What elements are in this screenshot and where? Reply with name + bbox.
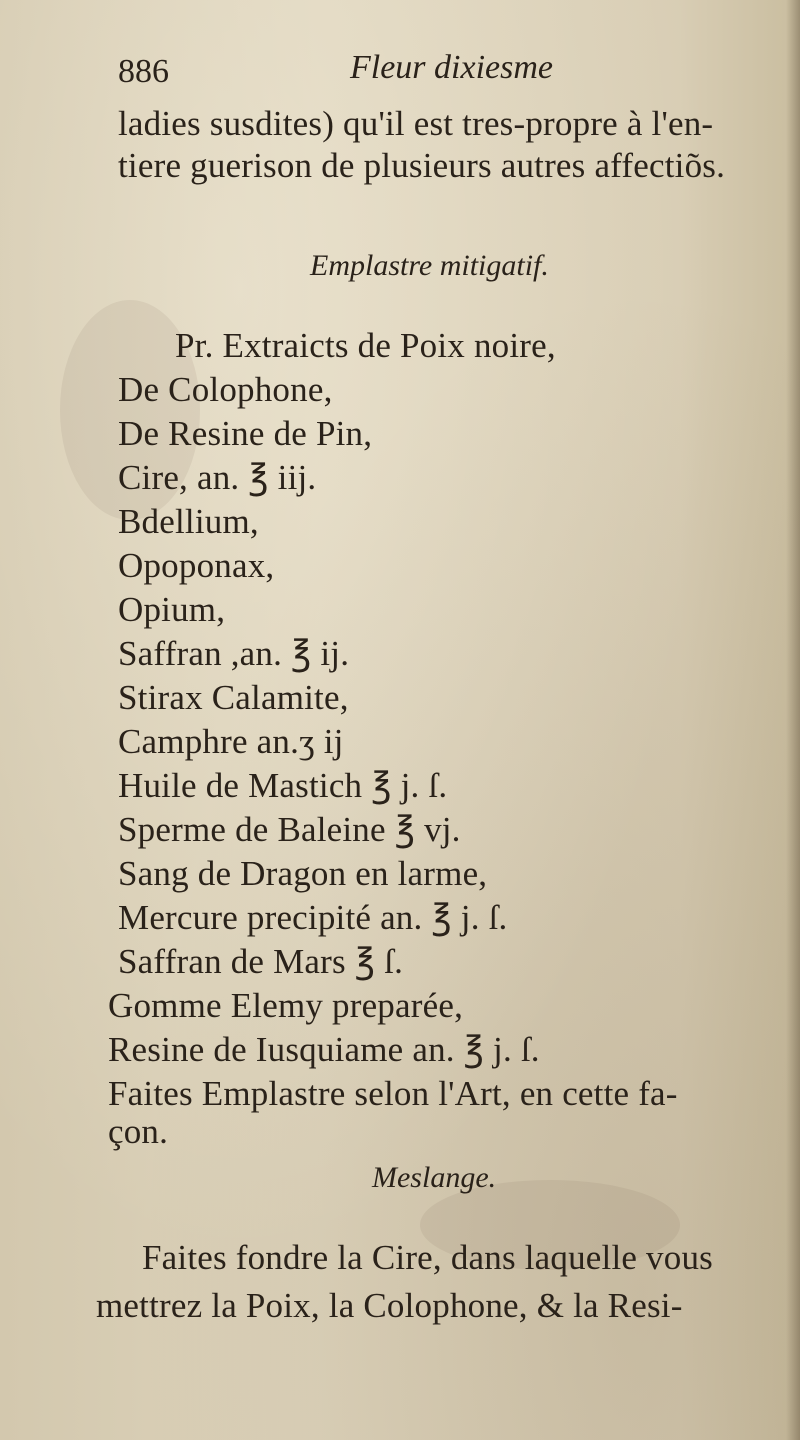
recipe-line: Opium, (118, 590, 226, 629)
recipe-line: Gomme Elemy preparée, (108, 986, 464, 1025)
text-line: ladies susdites) qu'il est tres-propre à l'en- (118, 104, 714, 143)
recipe-line: Resine de Iusquiame an. ℥ j. ſ. (108, 1030, 540, 1069)
recipe-line: Faites Emplastre selon l'Art, en cette fa- (108, 1074, 678, 1113)
page-edge-shadow (786, 0, 800, 1440)
recipe-line: Camphre an.ʒ ij (118, 722, 344, 761)
text-line: tiere guerison de plusieurs autres affectiõs. (118, 146, 726, 185)
recipe-line: Bdellium, (118, 502, 259, 541)
recipe-line: Mercure precipité an. ℥ j. ſ. (118, 898, 508, 937)
recipe-line: De Resine de Pin, (118, 414, 373, 453)
recipe-line: çon. (108, 1112, 169, 1151)
text-line: mettrez la Poix, la Colophone, & la Resi- (96, 1286, 683, 1325)
text-line: Faites fondre la Cire, dans laquelle vous (142, 1238, 713, 1277)
recipe-line: Stirax Calamite, (118, 678, 349, 717)
recipe-line: Sperme de Baleine ℥ vj. (118, 810, 461, 849)
recipe-line: Pr. Extraicts de Poix noire, (175, 326, 556, 365)
recipe-line: Opoponax, (118, 546, 275, 585)
recipe-line: Saffran ,an. ℥ ij. (118, 634, 350, 673)
running-title: Fleur dixiesme (350, 49, 553, 86)
section-heading: Emplastre mitigatif. (310, 249, 549, 282)
recipe-line: Cire, an. ℥ iij. (118, 458, 317, 497)
recipe-line: Saffran de Mars ℥ ſ. (118, 942, 404, 981)
section-heading: Meslange. (372, 1161, 497, 1194)
recipe-line: Huile de Mastich ℥ j. ſ. (118, 766, 448, 805)
page-number: 886 (118, 53, 169, 90)
recipe-line: De Colophone, (118, 370, 333, 409)
recipe-line: Sang de Dragon en larme, (118, 854, 488, 893)
